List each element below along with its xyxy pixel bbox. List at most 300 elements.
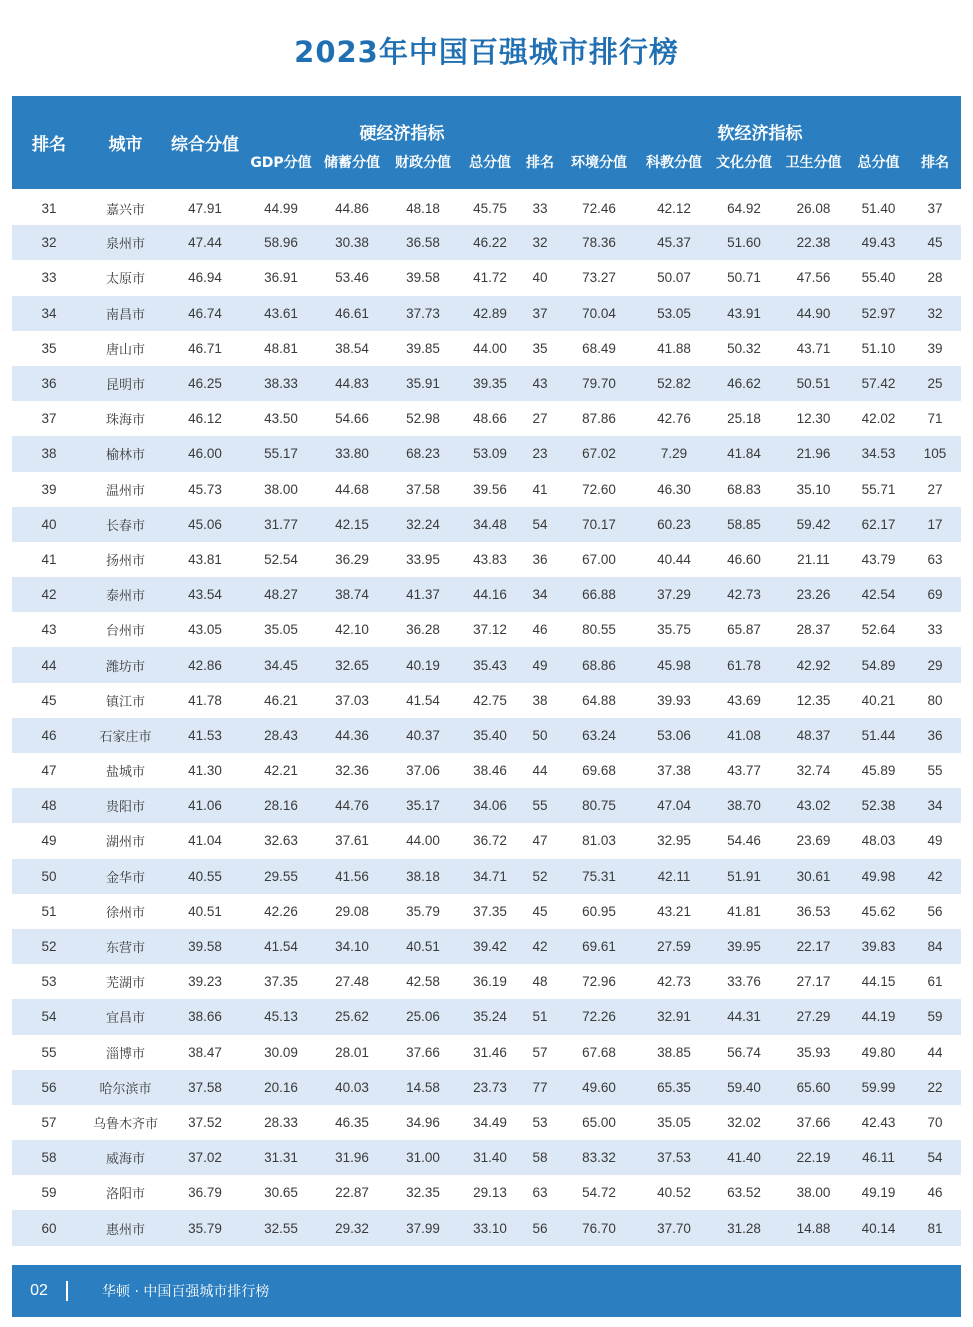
cell-soft-total: 45.89 — [848, 753, 909, 788]
cell-city: 哈尔滨市 — [86, 1070, 165, 1105]
cell-hard-total: 37.12 — [459, 612, 521, 647]
table-row — [12, 1035, 961, 1070]
cell-soft-total: 52.64 — [848, 612, 909, 647]
table-row — [12, 647, 961, 682]
table-row — [12, 999, 961, 1034]
cell-gdp: 48.81 — [245, 331, 317, 366]
cell-fiscal: 40.51 — [387, 929, 459, 964]
cell-soft-rank: 84 — [909, 929, 961, 964]
cell-city: 金华市 — [86, 859, 165, 894]
cell-soft-total: 49.19 — [848, 1175, 909, 1210]
cell-savings: 42.10 — [317, 612, 387, 647]
cell-savings: 29.32 — [317, 1210, 387, 1245]
cell-hard-total: 35.40 — [459, 718, 521, 753]
cell-environment: 67.68 — [559, 1035, 639, 1070]
cell-score: 46.25 — [165, 366, 245, 401]
cell-hard-total: 36.19 — [459, 964, 521, 999]
table-row — [12, 331, 961, 366]
cell-gdp: 30.65 — [245, 1175, 317, 1210]
cell-fiscal: 36.28 — [387, 612, 459, 647]
cell-savings: 22.87 — [317, 1175, 387, 1210]
cell-hard-rank: 42 — [521, 929, 559, 964]
cell-soft-rank: 71 — [909, 401, 961, 436]
cell-savings: 34.10 — [317, 929, 387, 964]
table-row — [12, 436, 961, 471]
ranking-table-container — [12, 96, 961, 1246]
cell-culture: 56.74 — [709, 1035, 779, 1070]
cell-rank: 57 — [12, 1105, 86, 1140]
cell-health: 21.96 — [779, 436, 848, 471]
cell-gdp: 38.00 — [245, 472, 317, 507]
cell-city: 洛阳市 — [86, 1175, 165, 1210]
cell-city: 惠州市 — [86, 1210, 165, 1245]
cell-hard-rank: 33 — [521, 190, 559, 225]
cell-hard-total: 39.56 — [459, 472, 521, 507]
cell-fiscal: 37.58 — [387, 472, 459, 507]
cell-city: 芜湖市 — [86, 964, 165, 999]
cell-health: 32.74 — [779, 753, 848, 788]
cell-fiscal: 44.00 — [387, 823, 459, 858]
cell-fiscal: 35.17 — [387, 788, 459, 823]
cell-hard-total: 31.46 — [459, 1035, 521, 1070]
table-row — [12, 1175, 961, 1210]
table-row — [12, 859, 961, 894]
table-row — [12, 964, 961, 999]
cell-savings: 44.36 — [317, 718, 387, 753]
cell-soft-rank: 55 — [909, 753, 961, 788]
cell-fiscal: 40.19 — [387, 647, 459, 682]
table-row — [12, 1105, 961, 1140]
cell-health: 22.38 — [779, 225, 848, 260]
cell-health: 14.88 — [779, 1210, 848, 1245]
cell-score: 43.54 — [165, 577, 245, 612]
cell-culture: 68.83 — [709, 472, 779, 507]
header-score: 综合分值 — [165, 96, 245, 190]
cell-hard-total: 35.24 — [459, 999, 521, 1034]
cell-health: 30.61 — [779, 859, 848, 894]
cell-city: 长春市 — [86, 507, 165, 542]
cell-education: 32.95 — [639, 823, 709, 858]
cell-environment: 73.27 — [559, 260, 639, 295]
cell-hard-total: 42.89 — [459, 296, 521, 331]
cell-soft-total: 49.80 — [848, 1035, 909, 1070]
cell-hard-total: 36.72 — [459, 823, 521, 858]
header-soft-culture: 文化分值 — [709, 148, 779, 190]
cell-city: 珠海市 — [86, 401, 165, 436]
cell-city: 温州市 — [86, 472, 165, 507]
cell-hard-total: 48.66 — [459, 401, 521, 436]
cell-soft-rank: 25 — [909, 366, 961, 401]
cell-soft-total: 42.02 — [848, 401, 909, 436]
cell-environment: 69.61 — [559, 929, 639, 964]
cell-gdp: 35.05 — [245, 612, 317, 647]
cell-soft-total: 40.14 — [848, 1210, 909, 1245]
cell-gdp: 41.54 — [245, 929, 317, 964]
cell-culture: 50.32 — [709, 331, 779, 366]
cell-culture: 32.02 — [709, 1105, 779, 1140]
cell-culture: 42.73 — [709, 577, 779, 612]
cell-hard-total: 34.06 — [459, 788, 521, 823]
table-row — [12, 472, 961, 507]
cell-rank: 54 — [12, 999, 86, 1034]
cell-score: 46.71 — [165, 331, 245, 366]
cell-education: 7.29 — [639, 436, 709, 471]
cell-rank: 44 — [12, 647, 86, 682]
cell-gdp: 46.21 — [245, 683, 317, 718]
cell-soft-total: 42.43 — [848, 1105, 909, 1140]
header-city: 城市 — [86, 96, 165, 190]
cell-health: 27.29 — [779, 999, 848, 1034]
cell-culture: 31.28 — [709, 1210, 779, 1245]
cell-health: 36.53 — [779, 894, 848, 929]
cell-gdp: 28.43 — [245, 718, 317, 753]
cell-education: 37.38 — [639, 753, 709, 788]
cell-hard-rank: 47 — [521, 823, 559, 858]
cell-hard-rank: 36 — [521, 542, 559, 577]
cell-savings: 38.74 — [317, 577, 387, 612]
cell-hard-rank: 45 — [521, 894, 559, 929]
cell-soft-rank: 56 — [909, 894, 961, 929]
cell-soft-rank: 49 — [909, 823, 961, 858]
cell-savings: 31.96 — [317, 1140, 387, 1175]
header-hard-fiscal: 财政分值 — [387, 148, 459, 190]
cell-soft-total: 62.17 — [848, 507, 909, 542]
cell-culture: 33.76 — [709, 964, 779, 999]
cell-hard-rank: 41 — [521, 472, 559, 507]
cell-education: 40.44 — [639, 542, 709, 577]
cell-city: 太原市 — [86, 260, 165, 295]
cell-environment: 87.86 — [559, 401, 639, 436]
cell-rank: 39 — [12, 472, 86, 507]
cell-soft-rank: 27 — [909, 472, 961, 507]
cell-culture: 51.91 — [709, 859, 779, 894]
cell-soft-total: 42.54 — [848, 577, 909, 612]
cell-education: 42.12 — [639, 190, 709, 225]
cell-culture: 46.60 — [709, 542, 779, 577]
table-row — [12, 190, 961, 225]
cell-culture: 41.08 — [709, 718, 779, 753]
cell-fiscal: 41.54 — [387, 683, 459, 718]
cell-soft-total: 59.99 — [848, 1070, 909, 1105]
cell-fiscal: 37.66 — [387, 1035, 459, 1070]
cell-fiscal: 42.58 — [387, 964, 459, 999]
cell-hard-rank: 37 — [521, 296, 559, 331]
cell-health: 50.51 — [779, 366, 848, 401]
cell-gdp: 37.35 — [245, 964, 317, 999]
cell-education: 37.29 — [639, 577, 709, 612]
cell-rank: 46 — [12, 718, 86, 753]
cell-health: 47.56 — [779, 260, 848, 295]
table-row — [12, 260, 961, 295]
cell-health: 12.35 — [779, 683, 848, 718]
cell-hard-rank: 58 — [521, 1140, 559, 1175]
cell-fiscal: 31.00 — [387, 1140, 459, 1175]
cell-environment: 68.49 — [559, 331, 639, 366]
cell-city: 扬州市 — [86, 542, 165, 577]
cell-soft-rank: 42 — [909, 859, 961, 894]
cell-environment: 67.00 — [559, 542, 639, 577]
cell-hard-rank: 55 — [521, 788, 559, 823]
cell-city: 湖州市 — [86, 823, 165, 858]
cell-hard-total: 35.43 — [459, 647, 521, 682]
footer-divider — [66, 1281, 68, 1301]
cell-education: 47.04 — [639, 788, 709, 823]
cell-score: 41.30 — [165, 753, 245, 788]
cell-gdp: 34.45 — [245, 647, 317, 682]
cell-gdp: 20.16 — [245, 1070, 317, 1105]
cell-health: 35.93 — [779, 1035, 848, 1070]
table-row — [12, 1210, 961, 1245]
cell-environment: 60.95 — [559, 894, 639, 929]
cell-soft-rank: 105 — [909, 436, 961, 471]
cell-hard-rank: 43 — [521, 366, 559, 401]
cell-rank: 48 — [12, 788, 86, 823]
cell-city: 盐城市 — [86, 753, 165, 788]
cell-education: 45.37 — [639, 225, 709, 260]
cell-education: 42.73 — [639, 964, 709, 999]
cell-hard-total: 29.13 — [459, 1175, 521, 1210]
cell-hard-rank: 44 — [521, 753, 559, 788]
table-row — [12, 1140, 961, 1175]
cell-score: 41.06 — [165, 788, 245, 823]
cell-soft-rank: 36 — [909, 718, 961, 753]
cell-health: 27.17 — [779, 964, 848, 999]
cell-fiscal: 68.23 — [387, 436, 459, 471]
table-row — [12, 577, 961, 612]
cell-score: 46.00 — [165, 436, 245, 471]
header-hard-total: 总分值 — [459, 148, 521, 190]
cell-score: 40.51 — [165, 894, 245, 929]
cell-culture: 39.95 — [709, 929, 779, 964]
cell-soft-rank: 22 — [909, 1070, 961, 1105]
cell-health: 44.90 — [779, 296, 848, 331]
page-number: 02 — [30, 1282, 48, 1299]
cell-environment: 63.24 — [559, 718, 639, 753]
cell-rank: 59 — [12, 1175, 86, 1210]
cell-culture: 46.62 — [709, 366, 779, 401]
cell-health: 43.02 — [779, 788, 848, 823]
cell-rank: 60 — [12, 1210, 86, 1245]
cell-rank: 41 — [12, 542, 86, 577]
cell-hard-total: 31.40 — [459, 1140, 521, 1175]
cell-soft-rank: 46 — [909, 1175, 961, 1210]
cell-soft-rank: 17 — [909, 507, 961, 542]
cell-city: 徐州市 — [86, 894, 165, 929]
cell-hard-total: 34.71 — [459, 859, 521, 894]
cell-gdp: 52.54 — [245, 542, 317, 577]
cell-savings: 32.36 — [317, 753, 387, 788]
cell-environment: 80.75 — [559, 788, 639, 823]
header-soft-environment: 环境分值 — [559, 148, 639, 190]
table-row — [12, 753, 961, 788]
cell-soft-total: 55.40 — [848, 260, 909, 295]
cell-rank: 43 — [12, 612, 86, 647]
cell-hard-total: 45.75 — [459, 190, 521, 225]
cell-savings: 32.65 — [317, 647, 387, 682]
cell-hard-rank: 40 — [521, 260, 559, 295]
cell-fiscal: 35.91 — [387, 366, 459, 401]
cell-city: 淄博市 — [86, 1035, 165, 1070]
cell-environment: 72.26 — [559, 999, 639, 1034]
cell-soft-total: 51.44 — [848, 718, 909, 753]
cell-environment: 69.68 — [559, 753, 639, 788]
cell-rank: 53 — [12, 964, 86, 999]
cell-culture: 50.71 — [709, 260, 779, 295]
cell-city: 东营市 — [86, 929, 165, 964]
cell-fiscal: 41.37 — [387, 577, 459, 612]
cell-city: 泰州市 — [86, 577, 165, 612]
cell-savings: 44.76 — [317, 788, 387, 823]
cell-hard-total: 39.42 — [459, 929, 521, 964]
cell-culture: 43.69 — [709, 683, 779, 718]
cell-score: 47.44 — [165, 225, 245, 260]
cell-rank: 31 — [12, 190, 86, 225]
cell-culture: 61.78 — [709, 647, 779, 682]
cell-savings: 25.62 — [317, 999, 387, 1034]
cell-soft-total: 46.11 — [848, 1140, 909, 1175]
cell-soft-rank: 44 — [909, 1035, 961, 1070]
cell-health: 37.66 — [779, 1105, 848, 1140]
cell-soft-total: 51.10 — [848, 331, 909, 366]
cell-score: 38.66 — [165, 999, 245, 1034]
cell-fiscal: 39.85 — [387, 331, 459, 366]
cell-fiscal: 14.58 — [387, 1070, 459, 1105]
cell-rank: 55 — [12, 1035, 86, 1070]
cell-education: 32.91 — [639, 999, 709, 1034]
cell-rank: 36 — [12, 366, 86, 401]
cell-hard-total: 38.46 — [459, 753, 521, 788]
cell-health: 48.37 — [779, 718, 848, 753]
cell-gdp: 32.63 — [245, 823, 317, 858]
cell-city: 宜昌市 — [86, 999, 165, 1034]
cell-hard-total: 23.73 — [459, 1070, 521, 1105]
cell-savings: 28.01 — [317, 1035, 387, 1070]
cell-soft-rank: 54 — [909, 1140, 961, 1175]
table-row — [12, 823, 961, 858]
cell-environment: 65.00 — [559, 1105, 639, 1140]
cell-rank: 42 — [12, 577, 86, 612]
table-row — [12, 788, 961, 823]
table-body — [12, 190, 961, 1246]
cell-education: 42.11 — [639, 859, 709, 894]
cell-environment: 72.60 — [559, 472, 639, 507]
cell-soft-total: 39.83 — [848, 929, 909, 964]
cell-score: 42.86 — [165, 647, 245, 682]
cell-environment: 54.72 — [559, 1175, 639, 1210]
cell-soft-total: 44.19 — [848, 999, 909, 1034]
cell-rank: 58 — [12, 1140, 86, 1175]
header-soft-health: 卫生分值 — [779, 148, 848, 190]
cell-fiscal: 25.06 — [387, 999, 459, 1034]
cell-fiscal: 39.58 — [387, 260, 459, 295]
cell-savings: 46.35 — [317, 1105, 387, 1140]
cell-health: 35.10 — [779, 472, 848, 507]
cell-hard-rank: 48 — [521, 964, 559, 999]
header-soft-total: 总分值 — [848, 148, 909, 190]
cell-health: 59.42 — [779, 507, 848, 542]
cell-environment: 64.88 — [559, 683, 639, 718]
cell-hard-rank: 27 — [521, 401, 559, 436]
cell-rank: 32 — [12, 225, 86, 260]
cell-hard-rank: 38 — [521, 683, 559, 718]
cell-gdp: 28.33 — [245, 1105, 317, 1140]
header-soft-education: 科教分值 — [639, 148, 709, 190]
cell-education: 60.23 — [639, 507, 709, 542]
cell-score: 36.79 — [165, 1175, 245, 1210]
cell-hard-rank: 54 — [521, 507, 559, 542]
cell-score: 41.78 — [165, 683, 245, 718]
cell-score: 37.02 — [165, 1140, 245, 1175]
cell-fiscal: 36.58 — [387, 225, 459, 260]
cell-hard-total: 42.75 — [459, 683, 521, 718]
cell-environment: 79.70 — [559, 366, 639, 401]
cell-soft-rank: 29 — [909, 647, 961, 682]
cell-gdp: 28.16 — [245, 788, 317, 823]
cell-education: 52.82 — [639, 366, 709, 401]
cell-rank: 52 — [12, 929, 86, 964]
cell-hard-total: 33.10 — [459, 1210, 521, 1245]
cell-soft-total: 49.43 — [848, 225, 909, 260]
cell-savings: 27.48 — [317, 964, 387, 999]
cell-city: 乌鲁木齐市 — [86, 1105, 165, 1140]
cell-savings: 38.54 — [317, 331, 387, 366]
cell-culture: 65.87 — [709, 612, 779, 647]
cell-hard-rank: 35 — [521, 331, 559, 366]
cell-hard-rank: 57 — [521, 1035, 559, 1070]
cell-soft-rank: 69 — [909, 577, 961, 612]
cell-soft-rank: 70 — [909, 1105, 961, 1140]
cell-city: 台州市 — [86, 612, 165, 647]
cell-savings: 42.15 — [317, 507, 387, 542]
cell-environment: 67.02 — [559, 436, 639, 471]
cell-culture: 41.84 — [709, 436, 779, 471]
cell-education: 45.98 — [639, 647, 709, 682]
cell-education: 43.21 — [639, 894, 709, 929]
cell-hard-rank: 63 — [521, 1175, 559, 1210]
cell-soft-total: 45.62 — [848, 894, 909, 929]
cell-score: 46.12 — [165, 401, 245, 436]
cell-education: 53.05 — [639, 296, 709, 331]
cell-rank: 50 — [12, 859, 86, 894]
cell-savings: 44.83 — [317, 366, 387, 401]
cell-score: 38.47 — [165, 1035, 245, 1070]
cell-soft-total: 48.03 — [848, 823, 909, 858]
cell-soft-rank: 61 — [909, 964, 961, 999]
cell-health: 42.92 — [779, 647, 848, 682]
cell-hard-total: 44.16 — [459, 577, 521, 612]
cell-soft-total: 52.97 — [848, 296, 909, 331]
page-title: 2023年中国百强城市排行榜 — [294, 35, 679, 69]
cell-environment: 70.17 — [559, 507, 639, 542]
cell-city: 榆林市 — [86, 436, 165, 471]
cell-hard-total: 39.35 — [459, 366, 521, 401]
cell-environment: 83.32 — [559, 1140, 639, 1175]
ranking-table — [12, 96, 961, 1246]
cell-education: 40.52 — [639, 1175, 709, 1210]
cell-health: 28.37 — [779, 612, 848, 647]
cell-score: 41.04 — [165, 823, 245, 858]
cell-culture: 58.85 — [709, 507, 779, 542]
cell-soft-total: 52.38 — [848, 788, 909, 823]
cell-rank: 37 — [12, 401, 86, 436]
cell-culture: 43.91 — [709, 296, 779, 331]
cell-savings: 44.68 — [317, 472, 387, 507]
cell-soft-rank: 81 — [909, 1210, 961, 1245]
cell-soft-rank: 32 — [909, 296, 961, 331]
cell-savings: 40.03 — [317, 1070, 387, 1105]
cell-environment: 75.31 — [559, 859, 639, 894]
cell-soft-total: 44.15 — [848, 964, 909, 999]
